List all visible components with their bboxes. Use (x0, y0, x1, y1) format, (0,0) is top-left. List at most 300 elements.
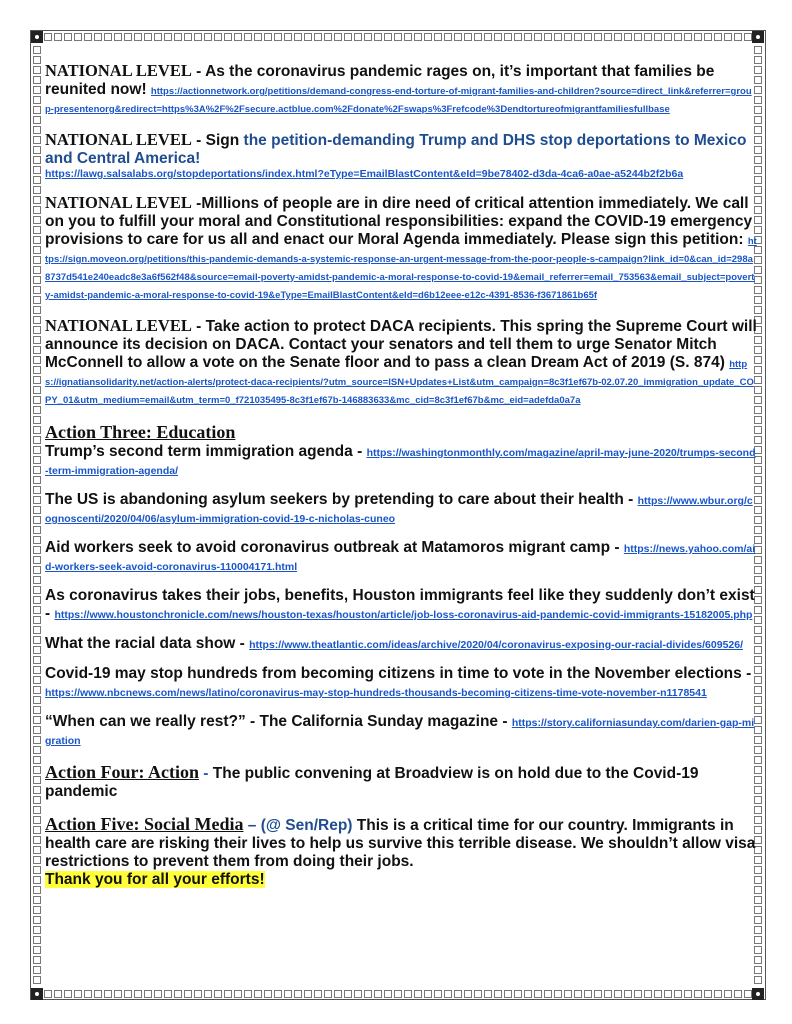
border-tile (33, 186, 41, 194)
border-tile (33, 856, 41, 864)
border-tile (33, 376, 41, 384)
action-five-section (45, 815, 757, 889)
border-tile (33, 736, 41, 744)
border-tile (494, 33, 502, 41)
border-tile (33, 796, 41, 804)
border-tile (654, 990, 662, 998)
border-tile (33, 686, 41, 694)
border-tile (33, 286, 41, 294)
border-tile (384, 990, 392, 998)
border-tile (394, 990, 402, 998)
border-tile (424, 990, 432, 998)
border-tile (33, 696, 41, 704)
border-tile (414, 33, 422, 41)
border-corner (752, 988, 764, 1000)
border-tile (564, 990, 572, 998)
border-tile (754, 946, 762, 954)
border-corner (752, 31, 764, 43)
article-item (45, 713, 757, 749)
border-tile (264, 990, 272, 998)
border-tile (33, 896, 41, 904)
border-tile (134, 990, 142, 998)
action-link[interactable]: https://ignatiansolidarity.net/action-alerts/protect-daca-recipients/?utm_source=ISN+Updates+List&utm_campaign=8c3f1ef67b-02.07.20_immigration_update_COPY_01&utm_medium=email&utm_term=0_f721035495-8c3f1ef67b-146883633&mc_cid=8c3f1ef67b&mc_eid=adefda0a7a (45, 359, 754, 406)
border-tile (664, 33, 672, 41)
level-label: NATIONAL LEVEL (45, 316, 192, 335)
national-item-3 (45, 194, 757, 303)
border-tile (724, 33, 732, 41)
border-tile (114, 990, 122, 998)
article-item (45, 539, 757, 575)
border-tile (694, 990, 702, 998)
border-tile (33, 426, 41, 434)
border-tile (744, 33, 752, 41)
border-tile (484, 33, 492, 41)
border-tile (33, 226, 41, 234)
border-tile (414, 990, 422, 998)
border-tile (654, 33, 662, 41)
border-tile (33, 266, 41, 274)
article-link[interactable]: https://news.yahoo.com/aid-workers-seek-avoid-coronavirus-110004171.html (45, 543, 756, 573)
border-tile (33, 766, 41, 774)
border-tile (33, 126, 41, 134)
petition-link[interactable]: https://sign.moveon.org/petitions/this-pandemic-demands-a-systemic-response-an-urgent-message-from-the-poor-people-s-campaign?link_id=0&can_id=298a8737d541e240eadc8e3a6f562f48&source=email-poverty-amidst-pandemic-a-moral-response-to-covid-19&email_referrer=email_753563&email_subject=poverty-amidst-pandemic-a-moral-response-to-covid-19&eType=EmailBlastContent&eId=d6b12eee-e12c-4391-8536-f3671861b65f (45, 236, 757, 301)
border-tile (334, 990, 342, 998)
border-tile (33, 726, 41, 734)
border-tile (434, 990, 442, 998)
border-tile (33, 46, 41, 54)
border-tile (64, 33, 72, 41)
border-tile (544, 990, 552, 998)
border-tile (434, 33, 442, 41)
border-tile (324, 33, 332, 41)
border-tile (33, 276, 41, 284)
border-tile (384, 33, 392, 41)
article-title: “When can we really rest?” - The California Sunday magazine - (45, 713, 508, 730)
border-tile (33, 466, 41, 474)
border-tile (33, 586, 41, 594)
border-tile (614, 990, 622, 998)
border-tile (504, 990, 512, 998)
border-tile (274, 33, 282, 41)
action-three-heading: Action Three: Education (45, 422, 236, 442)
border-tile (33, 616, 41, 624)
border-tile (264, 33, 272, 41)
border-tile (184, 33, 192, 41)
border-tile (74, 33, 82, 41)
national-item-4 (45, 317, 757, 408)
border-tile (504, 33, 512, 41)
action-five-heading: Action Five: Social Media (45, 814, 244, 834)
border-tile (33, 106, 41, 114)
border-tile (33, 406, 41, 414)
item-text: - Sign (196, 132, 240, 149)
border-tile (404, 33, 412, 41)
border-tile (33, 916, 41, 924)
border-tile (534, 33, 542, 41)
border-tile (674, 33, 682, 41)
border-tile (94, 33, 102, 41)
border-tile (354, 33, 362, 41)
handle: – (@ Sen/Rep) (247, 817, 353, 834)
border-tile (114, 33, 122, 41)
border-tile (754, 46, 762, 54)
border-tile (244, 990, 252, 998)
border-tile (84, 33, 92, 41)
national-item-2 (45, 131, 757, 180)
dash: - (203, 765, 209, 782)
border-tile (33, 216, 41, 224)
border-corner (31, 31, 43, 43)
border-tile (33, 176, 41, 184)
border-tile (104, 33, 112, 41)
border-tile (444, 990, 452, 998)
level-label: NATIONAL LEVEL (45, 193, 192, 212)
border-tile (33, 446, 41, 454)
border-tile (524, 33, 532, 41)
item-text: - As the coronavirus pandemic rages on, it’s important that families be reunited now! (45, 63, 715, 98)
border-tile (444, 33, 452, 41)
border-tile (33, 806, 41, 814)
border-tile (33, 506, 41, 514)
border-tile (754, 916, 762, 924)
border-tile (33, 576, 41, 584)
border-tile (214, 990, 222, 998)
border-tile (33, 826, 41, 834)
border-tile (33, 166, 41, 174)
article-item (45, 587, 757, 623)
border-tile (33, 706, 41, 714)
level-label: NATIONAL LEVEL (45, 61, 192, 80)
article-link[interactable]: https://washingtonmonthly.com/magazine/april-may-june-2020/trumps-second-term-immigration-agenda/ (45, 447, 756, 477)
border-tile (624, 33, 632, 41)
border-tile (33, 606, 41, 614)
border-tile (564, 33, 572, 41)
border-tile (614, 33, 622, 41)
border-tile (33, 396, 41, 404)
border-tile (33, 306, 41, 314)
border-tile (754, 936, 762, 944)
border-tile (634, 990, 642, 998)
border-tile (54, 33, 62, 41)
border-tile (344, 33, 352, 41)
border-tile (474, 33, 482, 41)
article-list (45, 443, 757, 749)
border-tile (33, 516, 41, 524)
border-tile (714, 33, 722, 41)
border-tile (374, 33, 382, 41)
border-tile (604, 990, 612, 998)
border-tile (33, 326, 41, 334)
border-tile (54, 990, 62, 998)
thank-you-text: Thank you for all your efforts! (45, 871, 265, 888)
border-tile (124, 990, 132, 998)
border-tile (494, 990, 502, 998)
border-tile (33, 756, 41, 764)
border-tile (33, 836, 41, 844)
border-tile (254, 33, 262, 41)
border-tile (354, 990, 362, 998)
petition-link[interactable]: https://actionnetwork.org/petitions/demand-congress-end-torture-of-migrant-families-and-children?source=direct_link&referrer=group-presentenorg&redirect=https%3A%2F%2Fsecure.actblue.com%2Fdonate%2Fswaps%3Frefcode%3Dendtortureofmigrantfamiliesfullbase (45, 86, 752, 115)
border-tile (284, 33, 292, 41)
border-tile (554, 33, 562, 41)
article-title: Trump’s second term immigration agenda - (45, 443, 363, 460)
border-tile (584, 990, 592, 998)
article-item (45, 491, 757, 527)
border-tile (304, 990, 312, 998)
article-link[interactable]: https://www.nbcnews.com/news/latino/coronavirus-may-stop-hundreds-thousands-becoming-citizens-time-vote-november-n1178541 (45, 687, 707, 699)
border-tile (164, 33, 172, 41)
border-tile (33, 456, 41, 464)
border-tile (514, 33, 522, 41)
border-tile (33, 346, 41, 354)
border-tile (214, 33, 222, 41)
item-text: - Take action to protect DACA recipients. This spring the Supreme Court will announce its decision on DACA. Contact your senators and tell them to urge Senator Mitch McConnell to allow a vote on the Senate floor and to pass a clean Dream Act of 2019 (S. 874) (45, 318, 757, 371)
border-tile (33, 676, 41, 684)
border-tile (604, 33, 612, 41)
border-tile (544, 33, 552, 41)
border-tile (33, 816, 41, 824)
border-tile (33, 56, 41, 64)
border-tile (714, 990, 722, 998)
border-tile (344, 990, 352, 998)
border-tile (94, 990, 102, 998)
border-tile (754, 966, 762, 974)
border-tile (104, 990, 112, 998)
border-tile (33, 976, 41, 984)
border-tile (33, 866, 41, 874)
border-tile (33, 526, 41, 534)
border-tile (534, 990, 542, 998)
action-four-section (45, 763, 757, 801)
border-tile (624, 990, 632, 998)
border-tile (314, 990, 322, 998)
border-tile (33, 636, 41, 644)
border-tile (224, 990, 232, 998)
action-four-text: The public convening at Broadview is on hold due to the Covid-19 pandemic (45, 765, 699, 800)
article-title: What the racial data show - (45, 635, 245, 652)
border-tile (33, 556, 41, 564)
border-tile (33, 296, 41, 304)
border-tile (33, 316, 41, 324)
border-tile (33, 846, 41, 854)
border-tile (33, 776, 41, 784)
border-tile (474, 990, 482, 998)
border-tile (164, 990, 172, 998)
border-tile (554, 990, 562, 998)
border-tile (524, 990, 532, 998)
border-tile (33, 566, 41, 574)
border-tile (594, 33, 602, 41)
border-tile (754, 926, 762, 934)
border-tile (33, 926, 41, 934)
border-tile (33, 946, 41, 954)
border-tile (33, 236, 41, 244)
border-tile (294, 990, 302, 998)
border-tile (484, 990, 492, 998)
border-tile (194, 33, 202, 41)
border-tile (33, 626, 41, 634)
article-title: Aid workers seek to avoid coronavirus outbreak at Matamoros migrant camp - (45, 539, 620, 556)
border-tile (33, 666, 41, 674)
border-tile (154, 33, 162, 41)
action-three-section (45, 422, 757, 749)
border-tile (144, 33, 152, 41)
border-tile (644, 33, 652, 41)
border-tile (734, 990, 742, 998)
border-tile (33, 336, 41, 344)
border-tile (204, 990, 212, 998)
border-tile (754, 906, 762, 914)
border-tile (33, 116, 41, 124)
border-tile (584, 33, 592, 41)
border-tile (244, 33, 252, 41)
article-title: The US is abandoning asylum seekers by pretending to care about their health - (45, 491, 634, 508)
border-tile (364, 33, 372, 41)
item-text: -Millions of people are in dire need of critical attention immediately. We call on you to fulfill your moral and Constitutional responsibilities: expand the COVID-19 emergency provisions to care for us all and enact our Moral Agenda immediately. Please sign this petition: (45, 195, 753, 248)
article-title: As coronavirus takes their jobs, benefits, Houston immigrants feel like they suddenly don’t exist - (45, 587, 755, 622)
border-tile (204, 33, 212, 41)
border-tile (574, 33, 582, 41)
border-tile (574, 990, 582, 998)
document-body (45, 62, 757, 903)
border-tile (254, 990, 262, 998)
border-tile (44, 990, 52, 998)
border-tile (514, 990, 522, 998)
border-tile (33, 256, 41, 264)
border-tile (194, 990, 202, 998)
article-item (45, 443, 757, 479)
border-tile (184, 990, 192, 998)
border-tile (704, 990, 712, 998)
article-item (45, 665, 757, 701)
article-link[interactable]: https://story.californiasunday.com/darien-gap-migration (45, 717, 755, 747)
border-tile (234, 990, 242, 998)
national-item-1 (45, 62, 757, 117)
border-tile (274, 990, 282, 998)
border-tile (64, 990, 72, 998)
border-tile (294, 33, 302, 41)
border-tile (284, 990, 292, 998)
border-tile (33, 66, 41, 74)
border-tile (154, 990, 162, 998)
border-tile (33, 536, 41, 544)
border-tile (634, 33, 642, 41)
border-tile (84, 990, 92, 998)
border-tile (724, 990, 732, 998)
border-tile (664, 990, 672, 998)
border-tile (454, 33, 462, 41)
border-tile (33, 646, 41, 654)
border-tile (33, 156, 41, 164)
border-tile (314, 33, 322, 41)
petition-link[interactable]: https://lawg.salsalabs.org/stopdeportations/index.html?eType=EmailBlastContent&eId=9be78402-d3da-4ca6-a0ae-a5244b2f2b6a (45, 168, 684, 180)
border-tile (33, 146, 41, 154)
border-tile (33, 956, 41, 964)
border-tile (33, 876, 41, 884)
border-tile (684, 990, 692, 998)
border-tile (33, 496, 41, 504)
border-tile (464, 990, 472, 998)
border-tile (674, 990, 682, 998)
border-tile (324, 990, 332, 998)
border-tile (754, 976, 762, 984)
border-tile (224, 33, 232, 41)
border-corner (31, 988, 43, 1000)
border-tile (144, 990, 152, 998)
border-tile (594, 990, 602, 998)
border-tile (33, 96, 41, 104)
level-label: NATIONAL LEVEL (45, 130, 192, 149)
border-tile (304, 33, 312, 41)
border-tile (74, 990, 82, 998)
article-link[interactable]: https://www.theatlantic.com/ideas/archive/2020/04/coronavirus-exposing-our-racial-divides/609526/ (249, 639, 743, 651)
action-four-heading: Action Four: Action (45, 762, 199, 782)
border-tile (33, 386, 41, 394)
border-tile (33, 936, 41, 944)
article-item (45, 635, 757, 653)
border-tile (33, 196, 41, 204)
border-tile (744, 990, 752, 998)
border-tile (33, 966, 41, 974)
border-tile (33, 486, 41, 494)
border-tile (394, 33, 402, 41)
border-tile (374, 990, 382, 998)
border-tile (33, 246, 41, 254)
border-tile (754, 956, 762, 964)
border-tile (174, 990, 182, 998)
border-tile (734, 33, 742, 41)
border-tile (33, 786, 41, 794)
article-link[interactable]: https://www.houstonchronicle.com/news/houston-texas/houston/article/job-loss-coronavirus-aid-pandemic-covid-immigrants-15182005.php (54, 609, 753, 621)
border-tile (454, 990, 462, 998)
border-tile (464, 33, 472, 41)
border-tile (694, 33, 702, 41)
border-tile (33, 886, 41, 894)
border-tile (404, 990, 412, 998)
border-tile (174, 33, 182, 41)
article-link[interactable]: https://www.wbur.org/cognoscenti/2020/04/06/asylum-immigration-covid-19-c-nicholas-cuneo (45, 495, 753, 525)
border-tile (33, 476, 41, 484)
petition-title: the petition-demanding Trump and DHS stop deportations to Mexico and Central America! (45, 132, 747, 167)
border-tile (33, 716, 41, 724)
border-tile (33, 136, 41, 144)
action-five-text: This is a critical time for our country. Immigrants in health care are risking their lives to help us survive this terrible disease. We shouldn’t allow visa restrictions to prevent them from doing their jobs. (45, 817, 756, 870)
border-tile (33, 906, 41, 914)
border-tile (33, 546, 41, 554)
border-tile (33, 356, 41, 364)
border-tile (33, 76, 41, 84)
border-tile (364, 990, 372, 998)
border-tile (33, 746, 41, 754)
border-tile (424, 33, 432, 41)
article-title: Covid-19 may stop hundreds from becoming citizens in time to vote in the November elections - (45, 665, 752, 682)
border-tile (33, 416, 41, 424)
border-tile (704, 33, 712, 41)
border-tile (124, 33, 132, 41)
border-tile (134, 33, 142, 41)
border-tile (33, 596, 41, 604)
border-tile (44, 33, 52, 41)
border-tile (334, 33, 342, 41)
border-tile (33, 436, 41, 444)
border-tile (33, 86, 41, 94)
border-tile (644, 990, 652, 998)
border-tile (234, 33, 242, 41)
border-tile (33, 206, 41, 214)
border-tile (33, 656, 41, 664)
border-tile (33, 366, 41, 374)
border-tile (684, 33, 692, 41)
